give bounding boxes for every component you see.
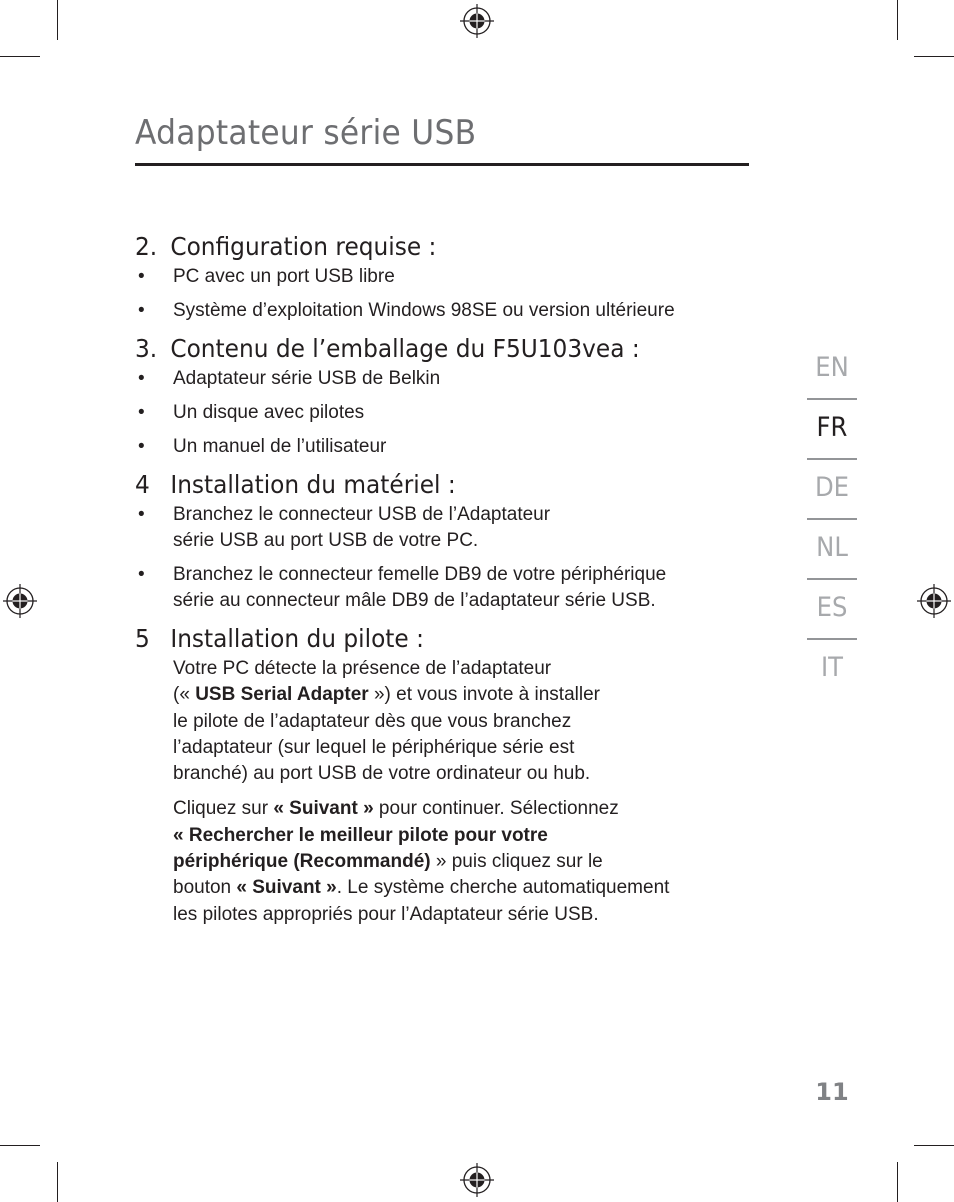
bold-text: périphérique (Recommandé) <box>173 851 431 873</box>
paragraph <box>135 796 765 927</box>
section-driver-install <box>135 622 765 928</box>
list-item-text: PC avec un port USB libre <box>173 266 395 287</box>
list-item <box>135 264 765 290</box>
bullet-list <box>135 264 765 324</box>
section-package-contents <box>135 332 765 460</box>
text-run: le pilote de l’adaptateur dès que vous branchez <box>173 710 572 732</box>
registration-mark-icon <box>460 4 494 38</box>
title-rule <box>135 163 749 166</box>
lang-tab-it[interactable]: IT <box>820 652 844 683</box>
crop-mark <box>57 0 58 40</box>
bullet-list <box>135 366 765 460</box>
text-run: Votre PC détecte la présence de l’adaptateur <box>173 658 552 679</box>
section-number: 2. <box>135 232 158 261</box>
crop-mark <box>897 0 898 40</box>
language-tabs <box>807 346 857 706</box>
bullet-icon: • <box>138 266 145 287</box>
section-title: Configuration requise : <box>170 232 437 261</box>
bold-text: « Suivant » <box>236 877 337 899</box>
bullet-icon: • <box>138 564 145 585</box>
list-item-text: Branchez le connecteur femelle DB9 de votre périphérique série au connecteur mâle DB9 de l’adaptateur série USB. <box>173 564 667 611</box>
text-run: branché) au port USB de votre ordinateur ou hub. <box>173 763 591 785</box>
section-title: Contenu de l’emballage du F5U103vea : <box>170 334 640 363</box>
list-item <box>135 298 765 324</box>
bullet-icon: • <box>138 368 145 389</box>
text-run: pour continuer. Sélectionnez <box>373 798 619 820</box>
list-item-text: Système d’exploitation Windows 98SE ou version ultérieure <box>173 300 675 321</box>
section-heading <box>135 468 721 502</box>
section-hardware-install <box>135 468 765 614</box>
main-content <box>135 230 765 937</box>
list-item <box>135 434 765 460</box>
text-run: bouton <box>173 877 237 899</box>
registration-mark-icon <box>917 584 951 618</box>
bold-text: « Rechercher le meilleur pilote pour votre <box>173 824 548 846</box>
list-item-text: Un manuel de l’utilisateur <box>173 436 387 457</box>
list-item <box>135 562 765 614</box>
section-heading <box>135 332 721 366</box>
lang-tab-fr[interactable]: FR <box>816 412 848 443</box>
lang-tab-de[interactable]: DE <box>814 472 850 503</box>
text-run: l’adaptateur (sur lequel le périphérique série est <box>173 736 575 758</box>
paragraph <box>135 656 765 787</box>
crop-mark <box>0 56 40 57</box>
list-item <box>135 400 765 426</box>
page-number: 11 <box>815 1078 849 1106</box>
section-configuration <box>135 230 765 324</box>
registration-mark-icon <box>460 1163 494 1197</box>
bullet-icon: • <box>138 300 145 321</box>
text-run: Cliquez sur <box>173 798 274 820</box>
text-run: (« <box>173 684 196 706</box>
list-item-text: Adaptateur série USB de Belkin <box>173 368 441 389</box>
bold-text: USB Serial Adapter <box>195 684 369 706</box>
section-number: 4 <box>135 470 150 499</box>
list-item <box>135 366 765 392</box>
crop-mark <box>57 1162 58 1202</box>
bullet-icon: • <box>138 402 145 423</box>
bullet-list <box>135 502 765 614</box>
section-heading <box>135 230 721 264</box>
section-title: Installation du matériel : <box>170 470 456 499</box>
bullet-icon: • <box>138 436 145 457</box>
text-run: » puis cliquez sur le <box>430 851 603 873</box>
section-title: Installation du pilote : <box>170 624 424 653</box>
bullet-icon: • <box>138 504 145 525</box>
text-run: les pilotes appropriés pour l’Adaptateur série USB. <box>173 903 599 925</box>
list-item-text: Branchez le connecteur USB de l’Adaptateur série USB au port USB de votre PC. <box>173 504 551 551</box>
text-run: . Le système cherche automatiquement <box>336 877 670 899</box>
section-number: 5 <box>135 624 150 653</box>
list-item <box>135 502 765 554</box>
lang-tab-en[interactable]: EN <box>815 352 849 383</box>
registration-mark-icon <box>3 584 37 618</box>
lang-tab-es[interactable]: ES <box>816 592 848 623</box>
list-item-text: Un disque avec pilotes <box>173 402 365 423</box>
section-number: 3. <box>135 334 158 363</box>
crop-mark <box>914 1145 954 1146</box>
crop-mark <box>897 1162 898 1202</box>
section-heading <box>135 622 721 656</box>
text-run: ») et vous invote à installer <box>368 684 600 706</box>
crop-mark <box>914 56 954 57</box>
crop-mark <box>0 1145 40 1146</box>
lang-tab-nl[interactable]: NL <box>816 532 848 563</box>
page-title: Adaptateur série USB <box>135 113 477 153</box>
bold-text: « Suivant » <box>273 798 374 820</box>
